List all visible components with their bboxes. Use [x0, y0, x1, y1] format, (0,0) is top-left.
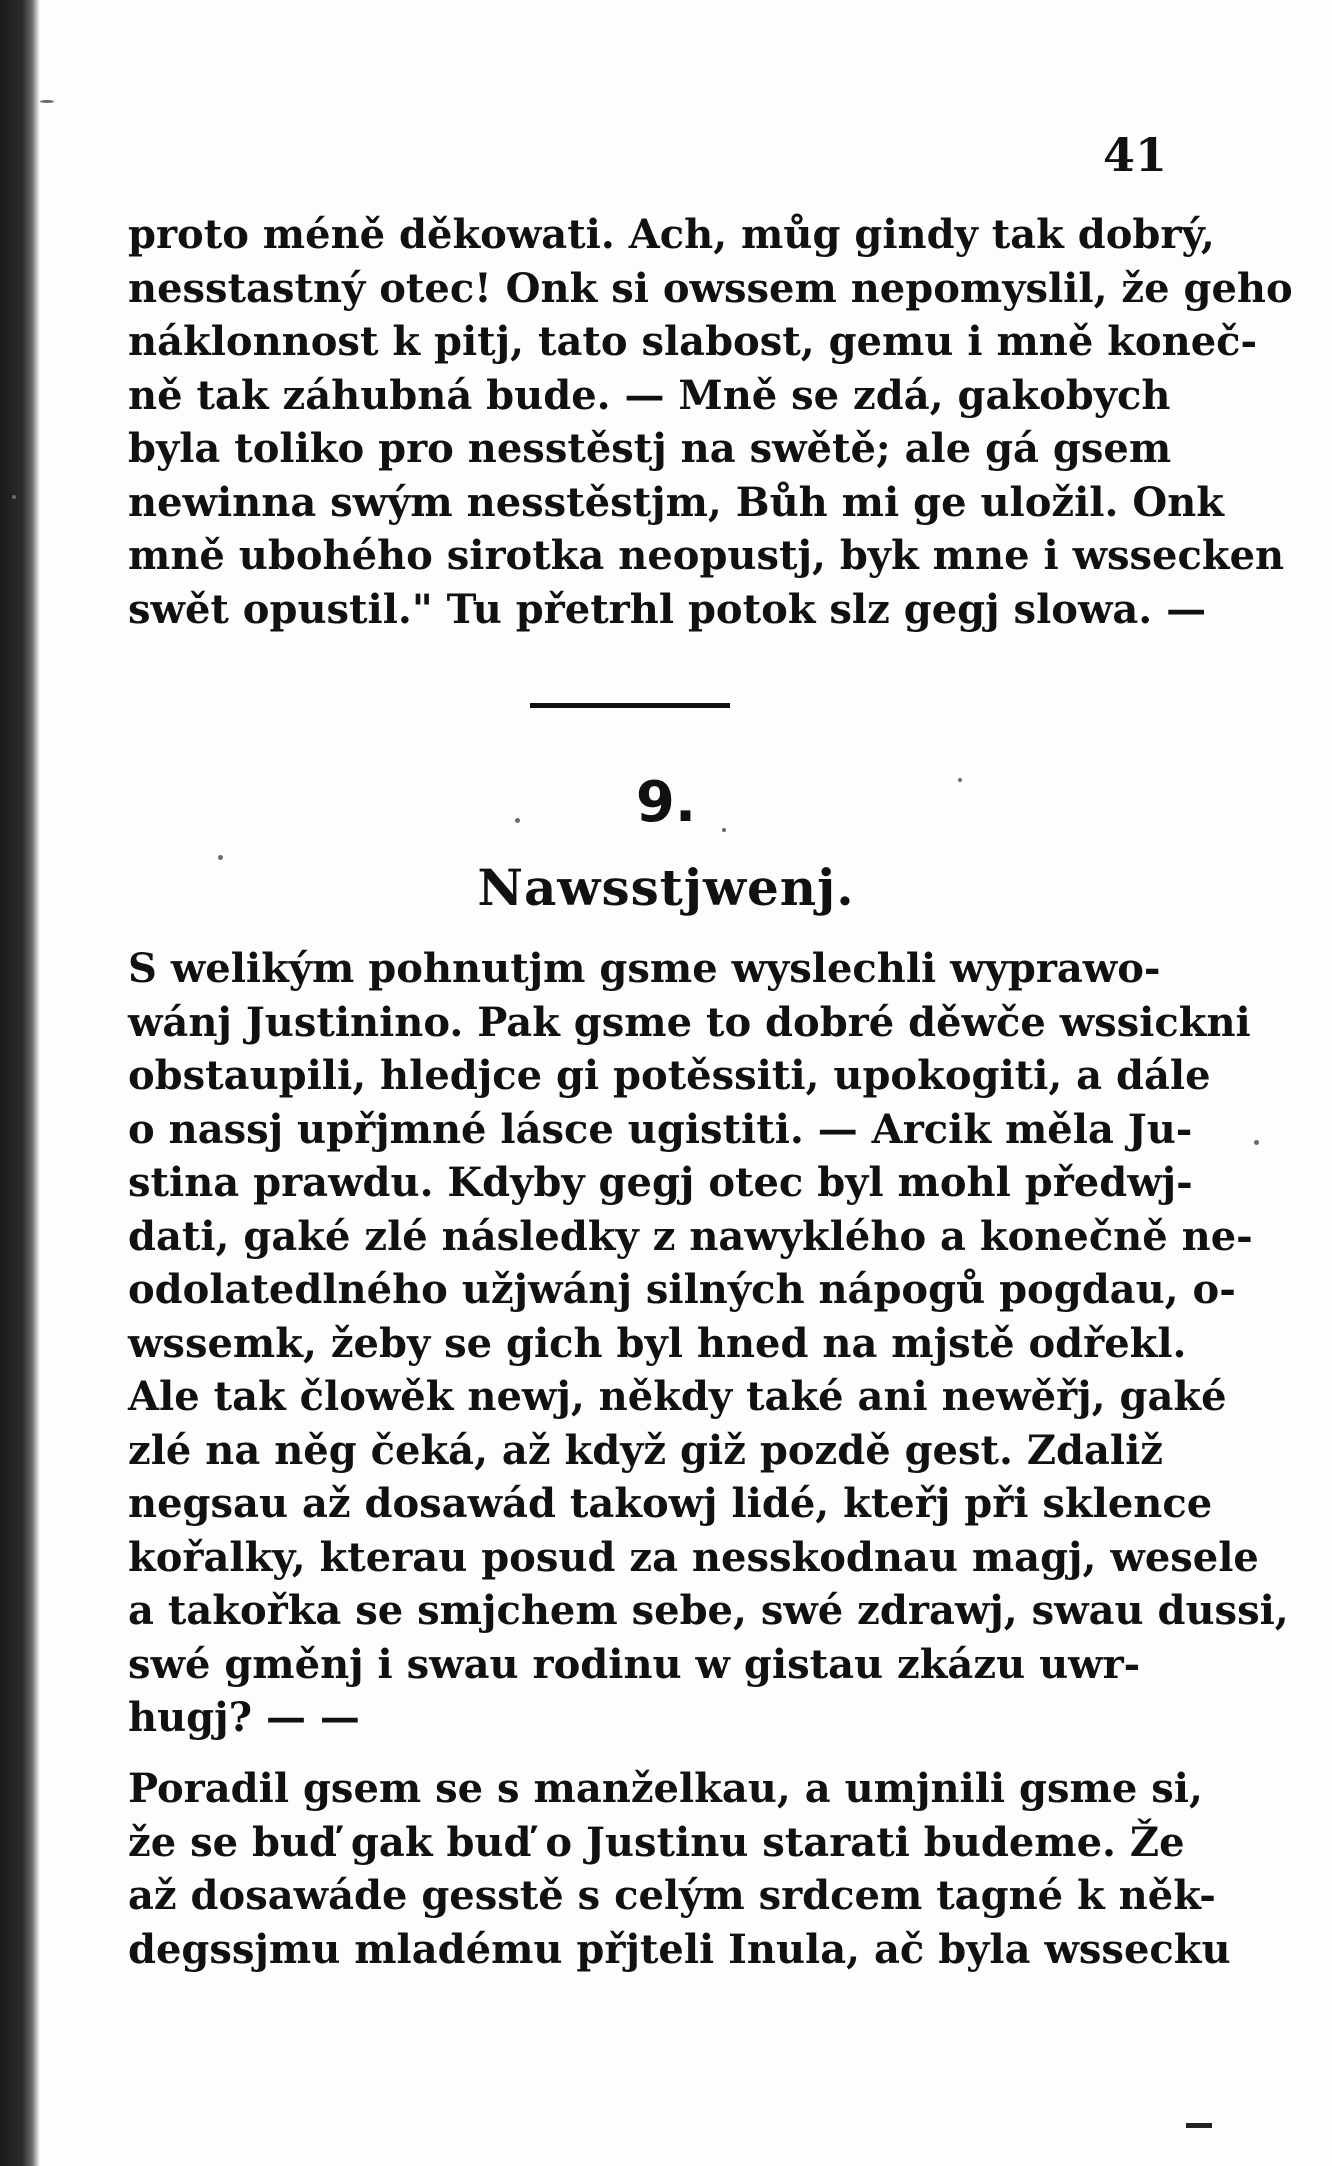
text-line: o nassj upřjmné lásce ugistiti. — Arcik měla Ju- — [128, 1105, 1193, 1153]
text-line: swět opustil." Tu přetrhl potok slz gegj slowa. — — [128, 585, 1207, 633]
chapter-number: 9. — [635, 770, 697, 835]
text-line: byla toliko pro nesstěstj na swětě; ale gá gsem — [128, 425, 1172, 472]
text-line: wssemk, žeby se gich byl hned na mjstě odřekl. — [128, 1319, 1187, 1367]
text-line: proto méně děkowati. Ach, můg gindy tak dobrý, — [128, 211, 1215, 258]
text-line: Ale tak člowěk newj, někdy také ani newěřj, gaké — [128, 1373, 1227, 1420]
paragraph-continued — [128, 208, 1293, 636]
text-line: že se buď gak buď o Justinu starati budeme. Že — [128, 1818, 1185, 1866]
text-line: dati, gaké zlé následky z nawyklého a konečně ne- — [128, 1212, 1253, 1260]
text-line: kořalky, kterau posud za nesskodnau magj, wesele — [128, 1533, 1259, 1581]
text-line: stina prawdu. Kdyby gegj otec byl mohl předwj- — [128, 1159, 1193, 1206]
text-line: degssjmu mladému přjteli Inula, ač byla wssecku — [128, 1925, 1231, 1973]
text-line: negsau až dosawád takowj lidé, kteřj při sklence — [128, 1480, 1213, 1527]
text-line: newinna swým nesstěstjm, Bůh mi ge uložil. Onk — [128, 478, 1224, 526]
text-line: swé gměnj i swau rodinu w gistau zkázu uwr- — [128, 1640, 1141, 1688]
text-line: náklonnost k pitj, tato slabost, gemu i mně koneč- — [128, 318, 1258, 365]
paper-speck — [218, 855, 223, 860]
text-line: ně tak záhubná bude. — Mně se zdá, gakobych — [128, 371, 1171, 419]
page-number: 41 — [1102, 128, 1167, 182]
paper-speck — [1254, 1140, 1259, 1145]
edge-mark — [1186, 2123, 1212, 2128]
text-line: S welikým pohnutjm gsme wyslechli wyprawo- — [128, 945, 1161, 992]
paper-speck — [12, 495, 16, 499]
paper-speck — [40, 100, 54, 103]
text-line: odolatedlného užjwánj silných nápogů pogdau, o- — [128, 1266, 1236, 1313]
binding-edge — [0, 0, 40, 2166]
text-line: wánj Justinino. Pak gsme to dobré děwče wssickni — [128, 998, 1251, 1046]
text-line: zlé na něg čeká, až když giž pozdě gest. Zdaliž — [128, 1426, 1164, 1474]
text-line: až dosawáde gesstě s celým srdcem tagné k něk- — [128, 1872, 1216, 1919]
text-line: hugj? — — — [128, 1694, 360, 1741]
paragraph-1 — [128, 942, 1289, 1745]
text-line: a takořka se smjchem sebe, swé zdrawj, swau dussi, — [128, 1587, 1289, 1634]
paragraph-2 — [128, 1762, 1231, 1976]
text-line: Poradil gsem se s manželkau, a umjnili gsme si, — [128, 1765, 1203, 1812]
paper-speck — [958, 778, 962, 782]
text-line: mně ubohého sirotka neopustj, byk mne i wssecken — [128, 532, 1285, 579]
paper-speck — [515, 818, 520, 823]
paper-speck — [722, 828, 726, 832]
section-separator — [530, 703, 730, 708]
text-line: obstaupili, hledjce gi potěssiti, upokogiti, a dále — [128, 1052, 1211, 1099]
chapter-title: Nawsstjwenj. — [477, 858, 855, 917]
text-line: nesstastný otec! Onk si owssem nepomyslil, že geho — [128, 264, 1293, 312]
